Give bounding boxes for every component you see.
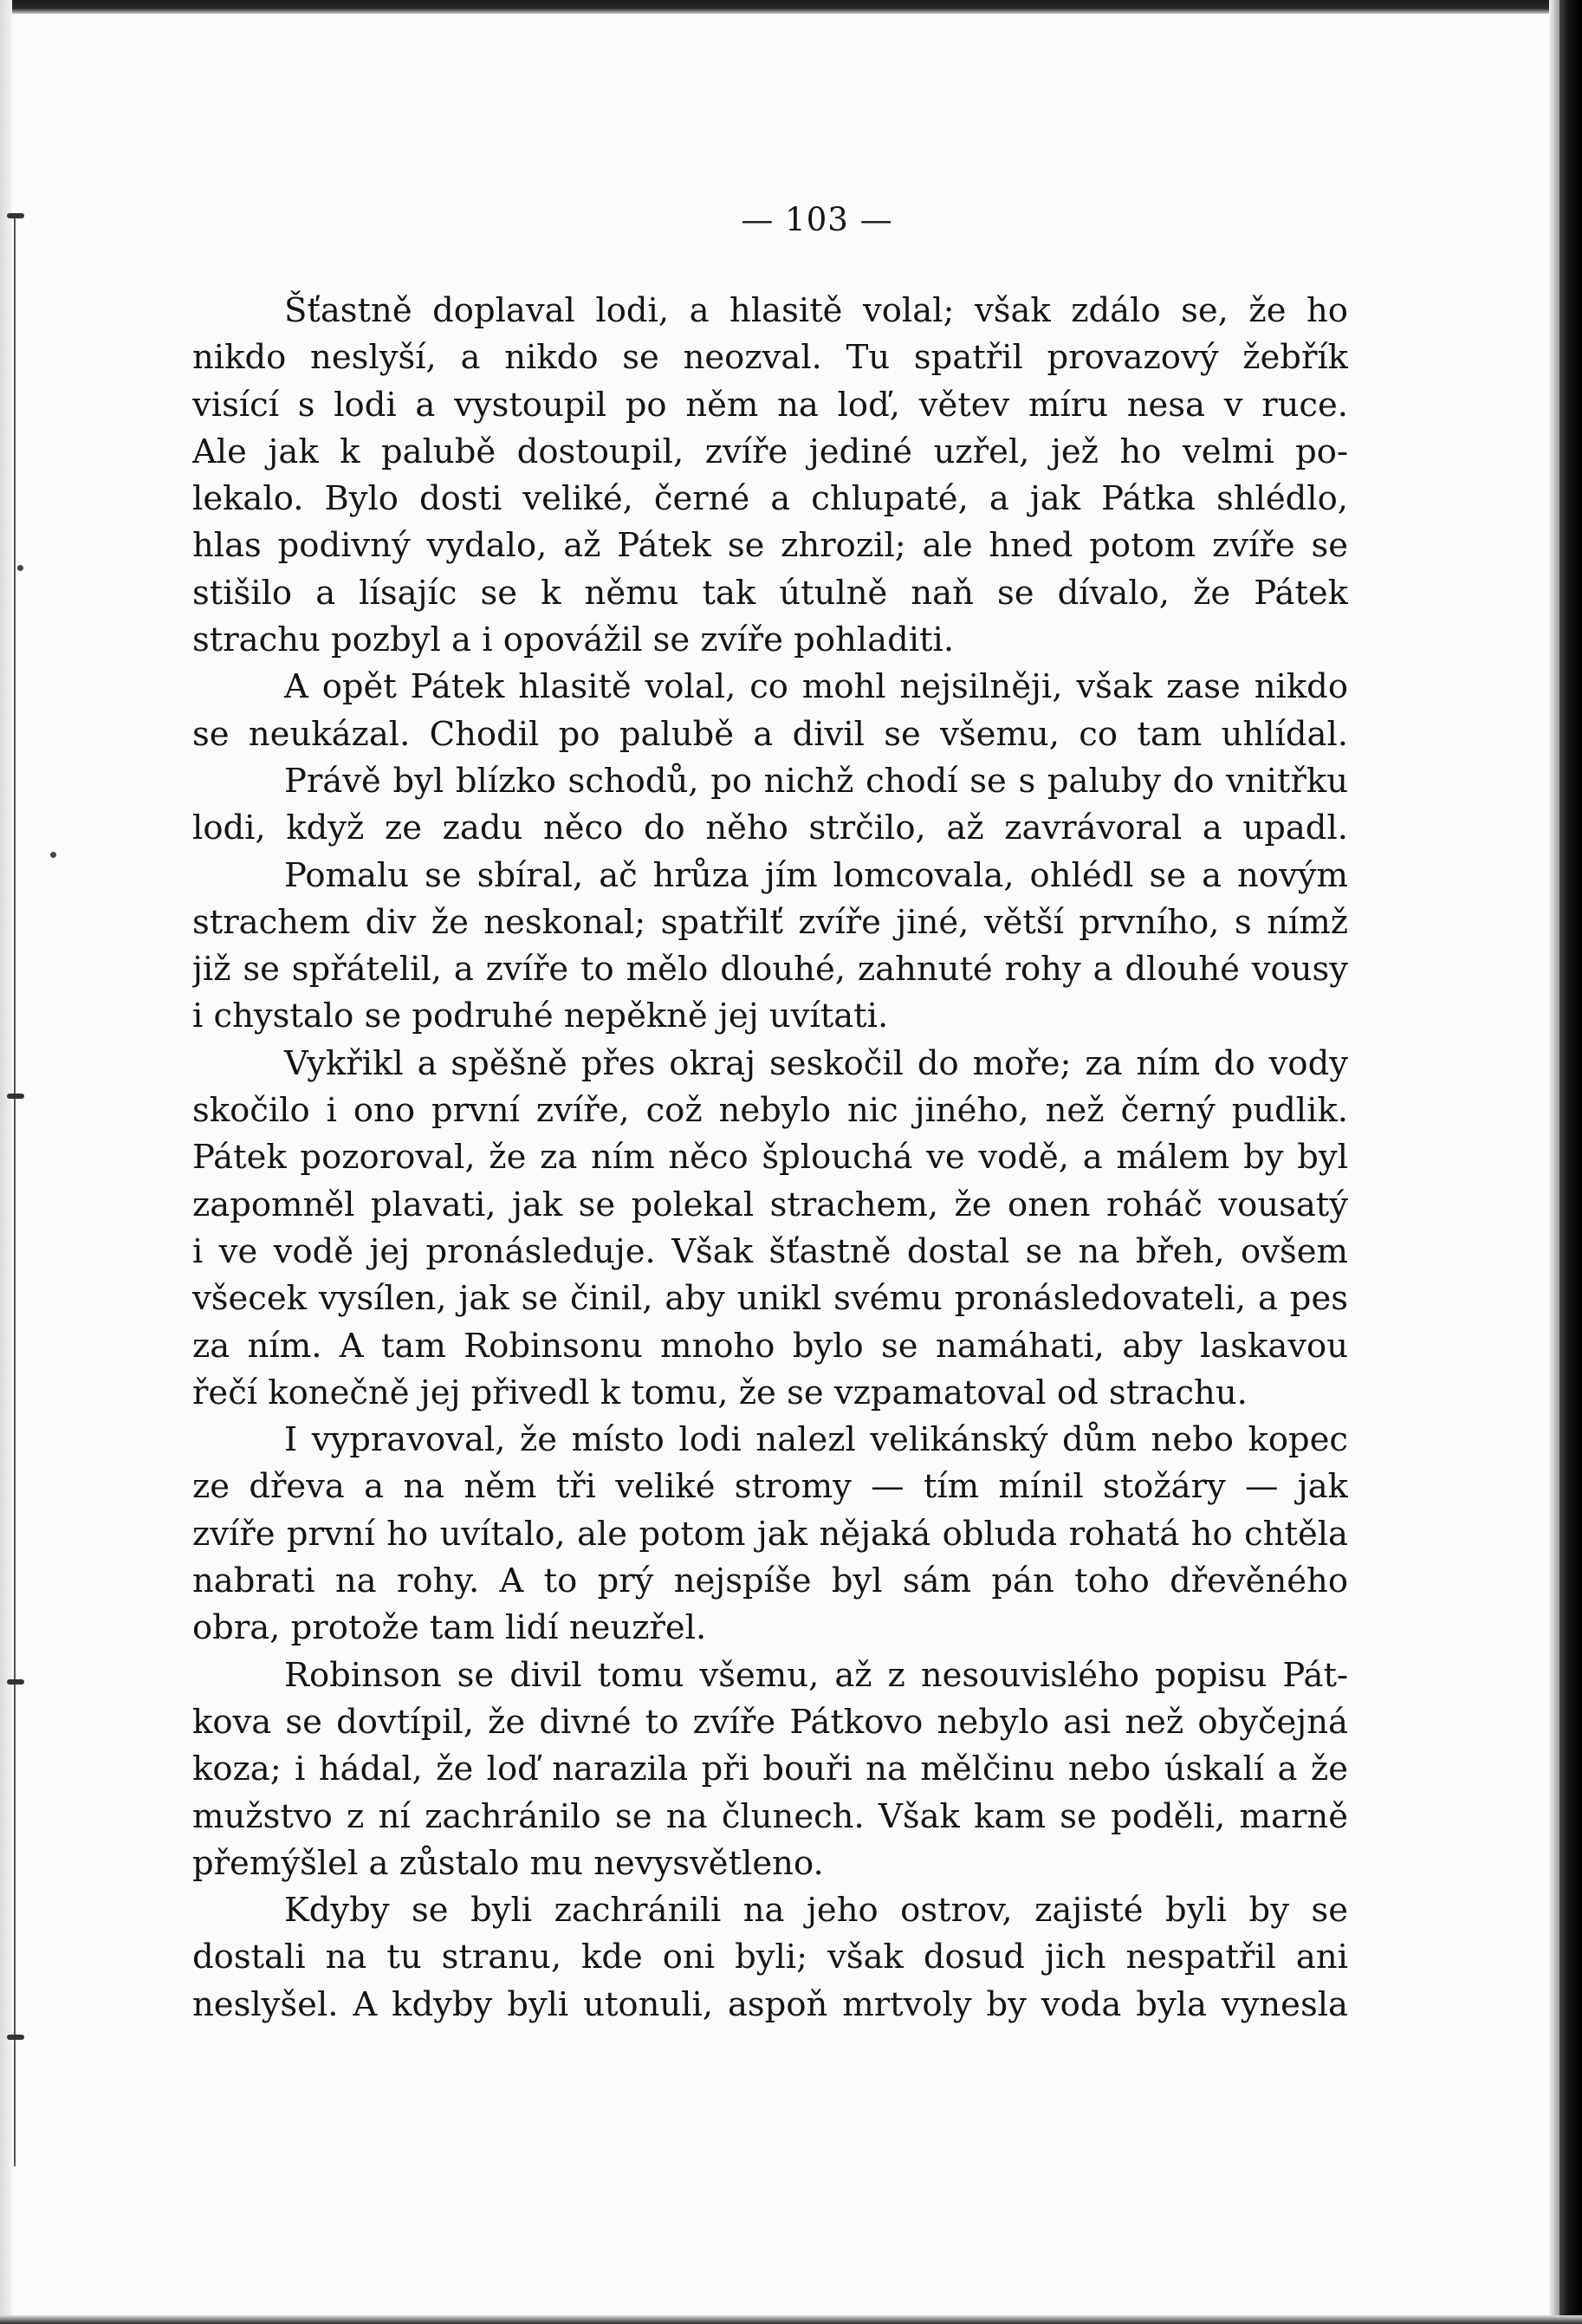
binding-line bbox=[14, 217, 16, 2166]
text-line: Kdyby se byli zachránili na jeho ostrov, zajisté byli by se bbox=[284, 1891, 1348, 1931]
text-line: Šťastně doplaval lodi, a hlasitě volal; však zdálo se, že ho bbox=[284, 291, 1348, 330]
text-line: nikdo neslyší, a nikdo se neozval. Tu spatřil provazový žebřík bbox=[192, 338, 1348, 378]
scan-top-edge bbox=[0, 0, 1582, 14]
text-line: se neukázal. Chodil po palubě a divil se všemu, co tam uhlídal. bbox=[192, 714, 1348, 754]
text-line: Ale jak k palubě dostoupil, zvíře jediné uzřel, jež ho velmi po- bbox=[192, 432, 1348, 471]
text-line: za ním. A tam Robinsonu mnoho bylo se namáhati, aby laskavou bbox=[192, 1326, 1348, 1366]
text-line: strachu pozbyl a i opovážil se zvíře pohladiti. bbox=[192, 620, 955, 660]
scan-right-edge bbox=[1559, 0, 1582, 2324]
text-line: zvíře první ho uvítalo, ale potom jak nějaká obluda rohatá ho chtěla bbox=[192, 1514, 1348, 1554]
binding-mark bbox=[7, 1679, 24, 1685]
text-line: Pátek pozoroval, že za ním něco šplouchá ve vodě, a málem by byl bbox=[192, 1138, 1348, 1178]
text-line: mužstvo z ní zachránilo se na člunech. Však kam se poděli, marně bbox=[192, 1796, 1348, 1836]
text-line: strachem div že neskonal; spatřilť zvíře jiné, větší prvního, s nímž bbox=[192, 902, 1348, 942]
text-line: Pomalu se sbíral, ač hrůza jím lomcovala, ohlédl se a novým bbox=[284, 855, 1348, 895]
body-text bbox=[192, 288, 1348, 2029]
text-line: koza; i hádal, že loď narazila při bouři na mělčinu nebo úskalí a že bbox=[192, 1749, 1348, 1789]
text-line: nabrati na rohy. A to prý nejspíše byl sám pán toho dřevěného bbox=[192, 1561, 1348, 1601]
text-line: dostali na tu stranu, kde oni byli; však dosud jich nespatřil ani bbox=[192, 1938, 1348, 1977]
binding-mark bbox=[7, 1094, 24, 1099]
text-line: i chystalo se podruhé nepěkně jej uvítati. bbox=[192, 996, 889, 1036]
text-line: visící s lodi a vystoupil po něm na loď, větev míru nesa v ruce. bbox=[192, 385, 1348, 425]
text-line: obra, protože tam lidí neuzřel. bbox=[192, 1608, 707, 1648]
text-line: Právě byl blízko schodů, po nichž chodí se s paluby do vnitřku bbox=[284, 761, 1348, 801]
text-line: skočilo i ono první zvíře, což nebylo nic jiného, než černý pudlik. bbox=[192, 1091, 1348, 1131]
text-line: Robinson se divil tomu všemu, až z nesouvislého popisu Pát- bbox=[284, 1655, 1348, 1695]
text-line: lekalo. Bylo dosti veliké, černé a chlupaté, a jak Pátka shlédlo, bbox=[192, 479, 1348, 519]
text-line: hlas podivný vydalo, až Pátek se zhrozil; ale hned potom zvíře se bbox=[192, 526, 1348, 566]
page-number: — 103 — bbox=[741, 201, 893, 238]
text-line: kova se dovtípil, že divné to zvíře Pátkovo nebylo asi než obyčejná bbox=[192, 1702, 1348, 1742]
text-line: I vypravoval, že místo lodi nalezl velikánský dům nebo kopec bbox=[284, 1420, 1348, 1460]
binding-mark bbox=[7, 2035, 24, 2040]
text-line: A opět Pátek hlasitě volal, co mohl nejsilněji, však zase nikdo bbox=[284, 667, 1348, 707]
text-line: neslyšel. A kdyby byli utonuli, aspoň mrtvoly by voda byla vynesla bbox=[192, 1984, 1348, 2024]
text-line: řečí konečně jej přivedl k tomu, že se vzpamatoval od strachu. bbox=[192, 1373, 1248, 1412]
text-line: všecek vysílen, jak se činil, aby unikl svému pronásledovateli, a pes bbox=[192, 1279, 1348, 1319]
text-line: již se spřátelil, a zvíře to mělo dlouhé, zahnuté rohy a dlouhé vousy bbox=[192, 950, 1348, 990]
scan-speck bbox=[50, 852, 56, 858]
text-line: přemýšlel a zůstalo mu nevysvětleno. bbox=[192, 1843, 824, 1883]
text-line: ze dřeva a na něm tři veliké stromy — tím mínil stožáry — jak bbox=[192, 1467, 1348, 1507]
scan-bottom-edge bbox=[0, 2315, 1582, 2324]
text-line: stišilo a lísajíc se k němu tak útulně naň se dívalo, že Pátek bbox=[192, 573, 1348, 613]
scan-left-edge bbox=[0, 0, 12, 2324]
text-line: zapomněl plavati, jak se polekal strachem, že onen roháč vousatý bbox=[192, 1185, 1348, 1224]
text-line: i ve vodě jej pronásleduje. Však šťastně dostal se na břeh, ovšem bbox=[192, 1231, 1348, 1271]
text-line: lodi, když ze zadu něco do něho strčilo, až zavrávoral a upadl. bbox=[192, 808, 1348, 848]
text-line: Vykřikl a spěšně přes okraj seskočil do moře; za ním do vody bbox=[284, 1043, 1348, 1083]
scan-right-shadow bbox=[1549, 0, 1559, 2324]
scan-speck bbox=[17, 565, 23, 571]
